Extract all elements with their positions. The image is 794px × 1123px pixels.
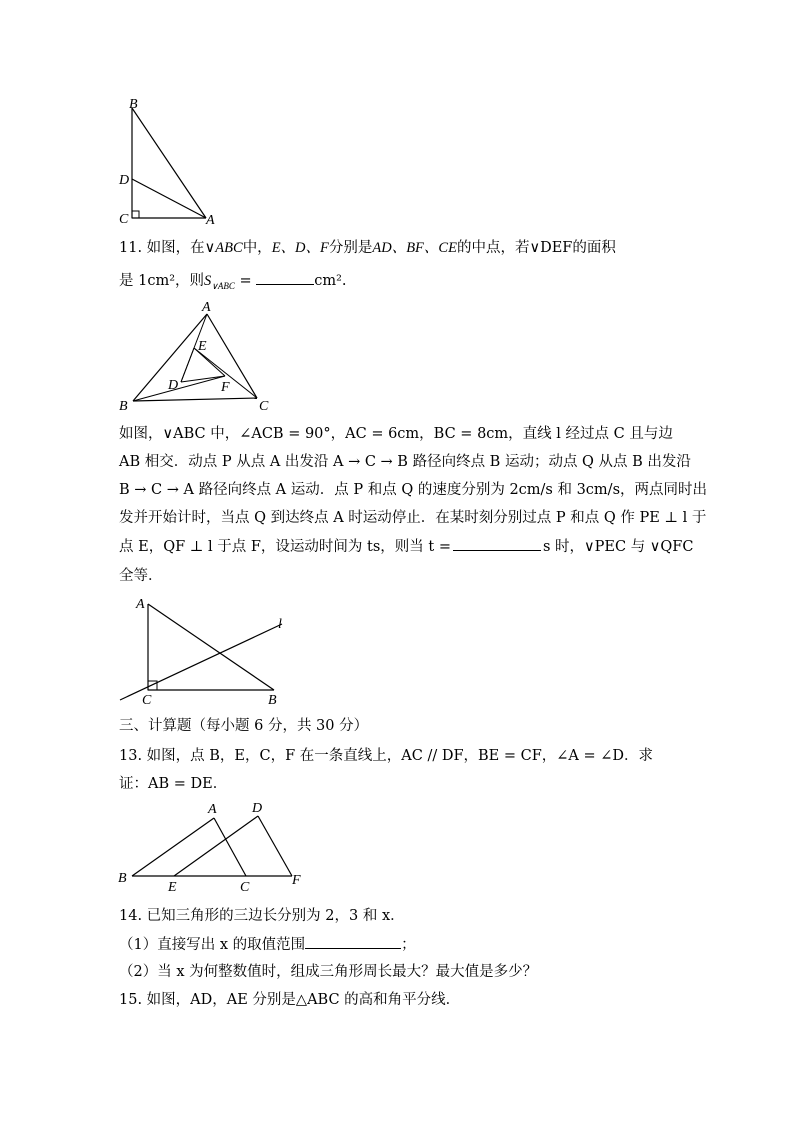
text: cm². [314, 273, 347, 289]
text: ； [401, 937, 416, 953]
answer-blank-q11[interactable] [256, 270, 314, 285]
text: s 时，∨PEC 与 ∨QFC [542, 539, 694, 555]
text: 是 1cm²，则 [119, 273, 205, 289]
answer-blank-q12[interactable] [453, 536, 541, 551]
figure-q12-triangle [112, 592, 302, 712]
question-14-line2 [119, 934, 679, 955]
triangle-symbol: ∨ [204, 240, 216, 256]
label-B: B [118, 871, 127, 886]
label-A: A [202, 300, 211, 315]
question-14-line3: （2）当 x 为何整数值时，组成三角形周长最大？最大值是多少？ [119, 964, 538, 980]
segment-list: AD、BF、CE [372, 240, 457, 256]
label-B: B [129, 97, 138, 112]
question-number: 11. [119, 240, 143, 256]
question-14-line1: 14. 已知三角形的三边长分别为 2，3 和 x． [119, 908, 405, 924]
text: 点 E，QF ⊥ l 于点 F，设运动时间为 ts，则当 t = [119, 539, 451, 555]
text: （1）直接写出 x 的取值范围 [119, 937, 306, 953]
question-11-line1 [119, 238, 679, 258]
question-12-line3: B → C → A 路径向终点 A 运动．点 P 和点 Q 的速度分别为 2cm/s 和 3cm/s，两点同时出 [119, 482, 708, 498]
area-subscript: ∨ABC [211, 280, 235, 291]
label-E: E [168, 880, 177, 895]
question-12-line2: AB 相交．动点 P 从点 A 出发沿 A → C → B 路径向终点 B 运动；动点 Q 从点 B 出发沿 [119, 454, 691, 470]
text: 中， [242, 240, 272, 256]
area-symbol: S [204, 273, 212, 289]
question-12-line1: 如图，∨ABC 中，∠ACB = 90°，AC = 6cm，BC = 8cm，直线 l 经过点 C 且与边 [119, 426, 673, 442]
label-D: D [168, 378, 179, 393]
label-D: D [119, 173, 130, 188]
figure-q11-triangle [115, 298, 285, 418]
label-l: l [278, 617, 282, 632]
text: 的面积 [572, 240, 616, 256]
label-B: B [268, 693, 277, 708]
text: 分别是 [328, 240, 373, 256]
triangle-def: ∨DEF [529, 240, 573, 256]
label-C: C [119, 212, 129, 227]
question-11-line2 [119, 270, 679, 296]
question-12-line4: 发并开始计时，当点 Q 到达终点 A 时运动停止．在某时刻分别过点 P 和点 Q 作 PE ⊥ l 于 [119, 510, 707, 526]
triangle-name: ABC [215, 240, 243, 256]
section-3-heading: 三、计算题（每小题 6 分，共 30 分） [119, 718, 369, 734]
question-13-line2: 证：AB = DE． [119, 776, 228, 792]
label-B: B [119, 399, 128, 414]
point-list: E、D、F [271, 240, 329, 256]
question-12-line5 [119, 536, 694, 557]
answer-blank-q14[interactable] [305, 934, 401, 949]
text: 如图，在 [146, 240, 205, 256]
label-A: A [208, 802, 217, 817]
label-C: C [259, 399, 269, 414]
label-F: F [221, 380, 230, 395]
label-A: A [206, 213, 215, 228]
label-A: A [136, 597, 145, 612]
question-13-line1: 13. 如图，点 B，E，C，F 在一条直线上，AC // DF，BE = CF，∠A = ∠D．求 [119, 748, 654, 764]
label-F: F [292, 873, 301, 888]
label-C: C [142, 693, 152, 708]
label-C: C [240, 880, 250, 895]
text: = [234, 273, 257, 289]
label-E: E [198, 339, 207, 354]
figure-q13 [116, 798, 316, 898]
label-D: D [252, 801, 263, 816]
question-15-line1: 15. 如图，AD，AE 分别是△ABC 的高和角平分线． [119, 992, 461, 1008]
figure-q10-triangle [110, 92, 230, 232]
question-12-line6: 全等． [119, 568, 163, 584]
text: 的中点，若 [456, 240, 530, 256]
